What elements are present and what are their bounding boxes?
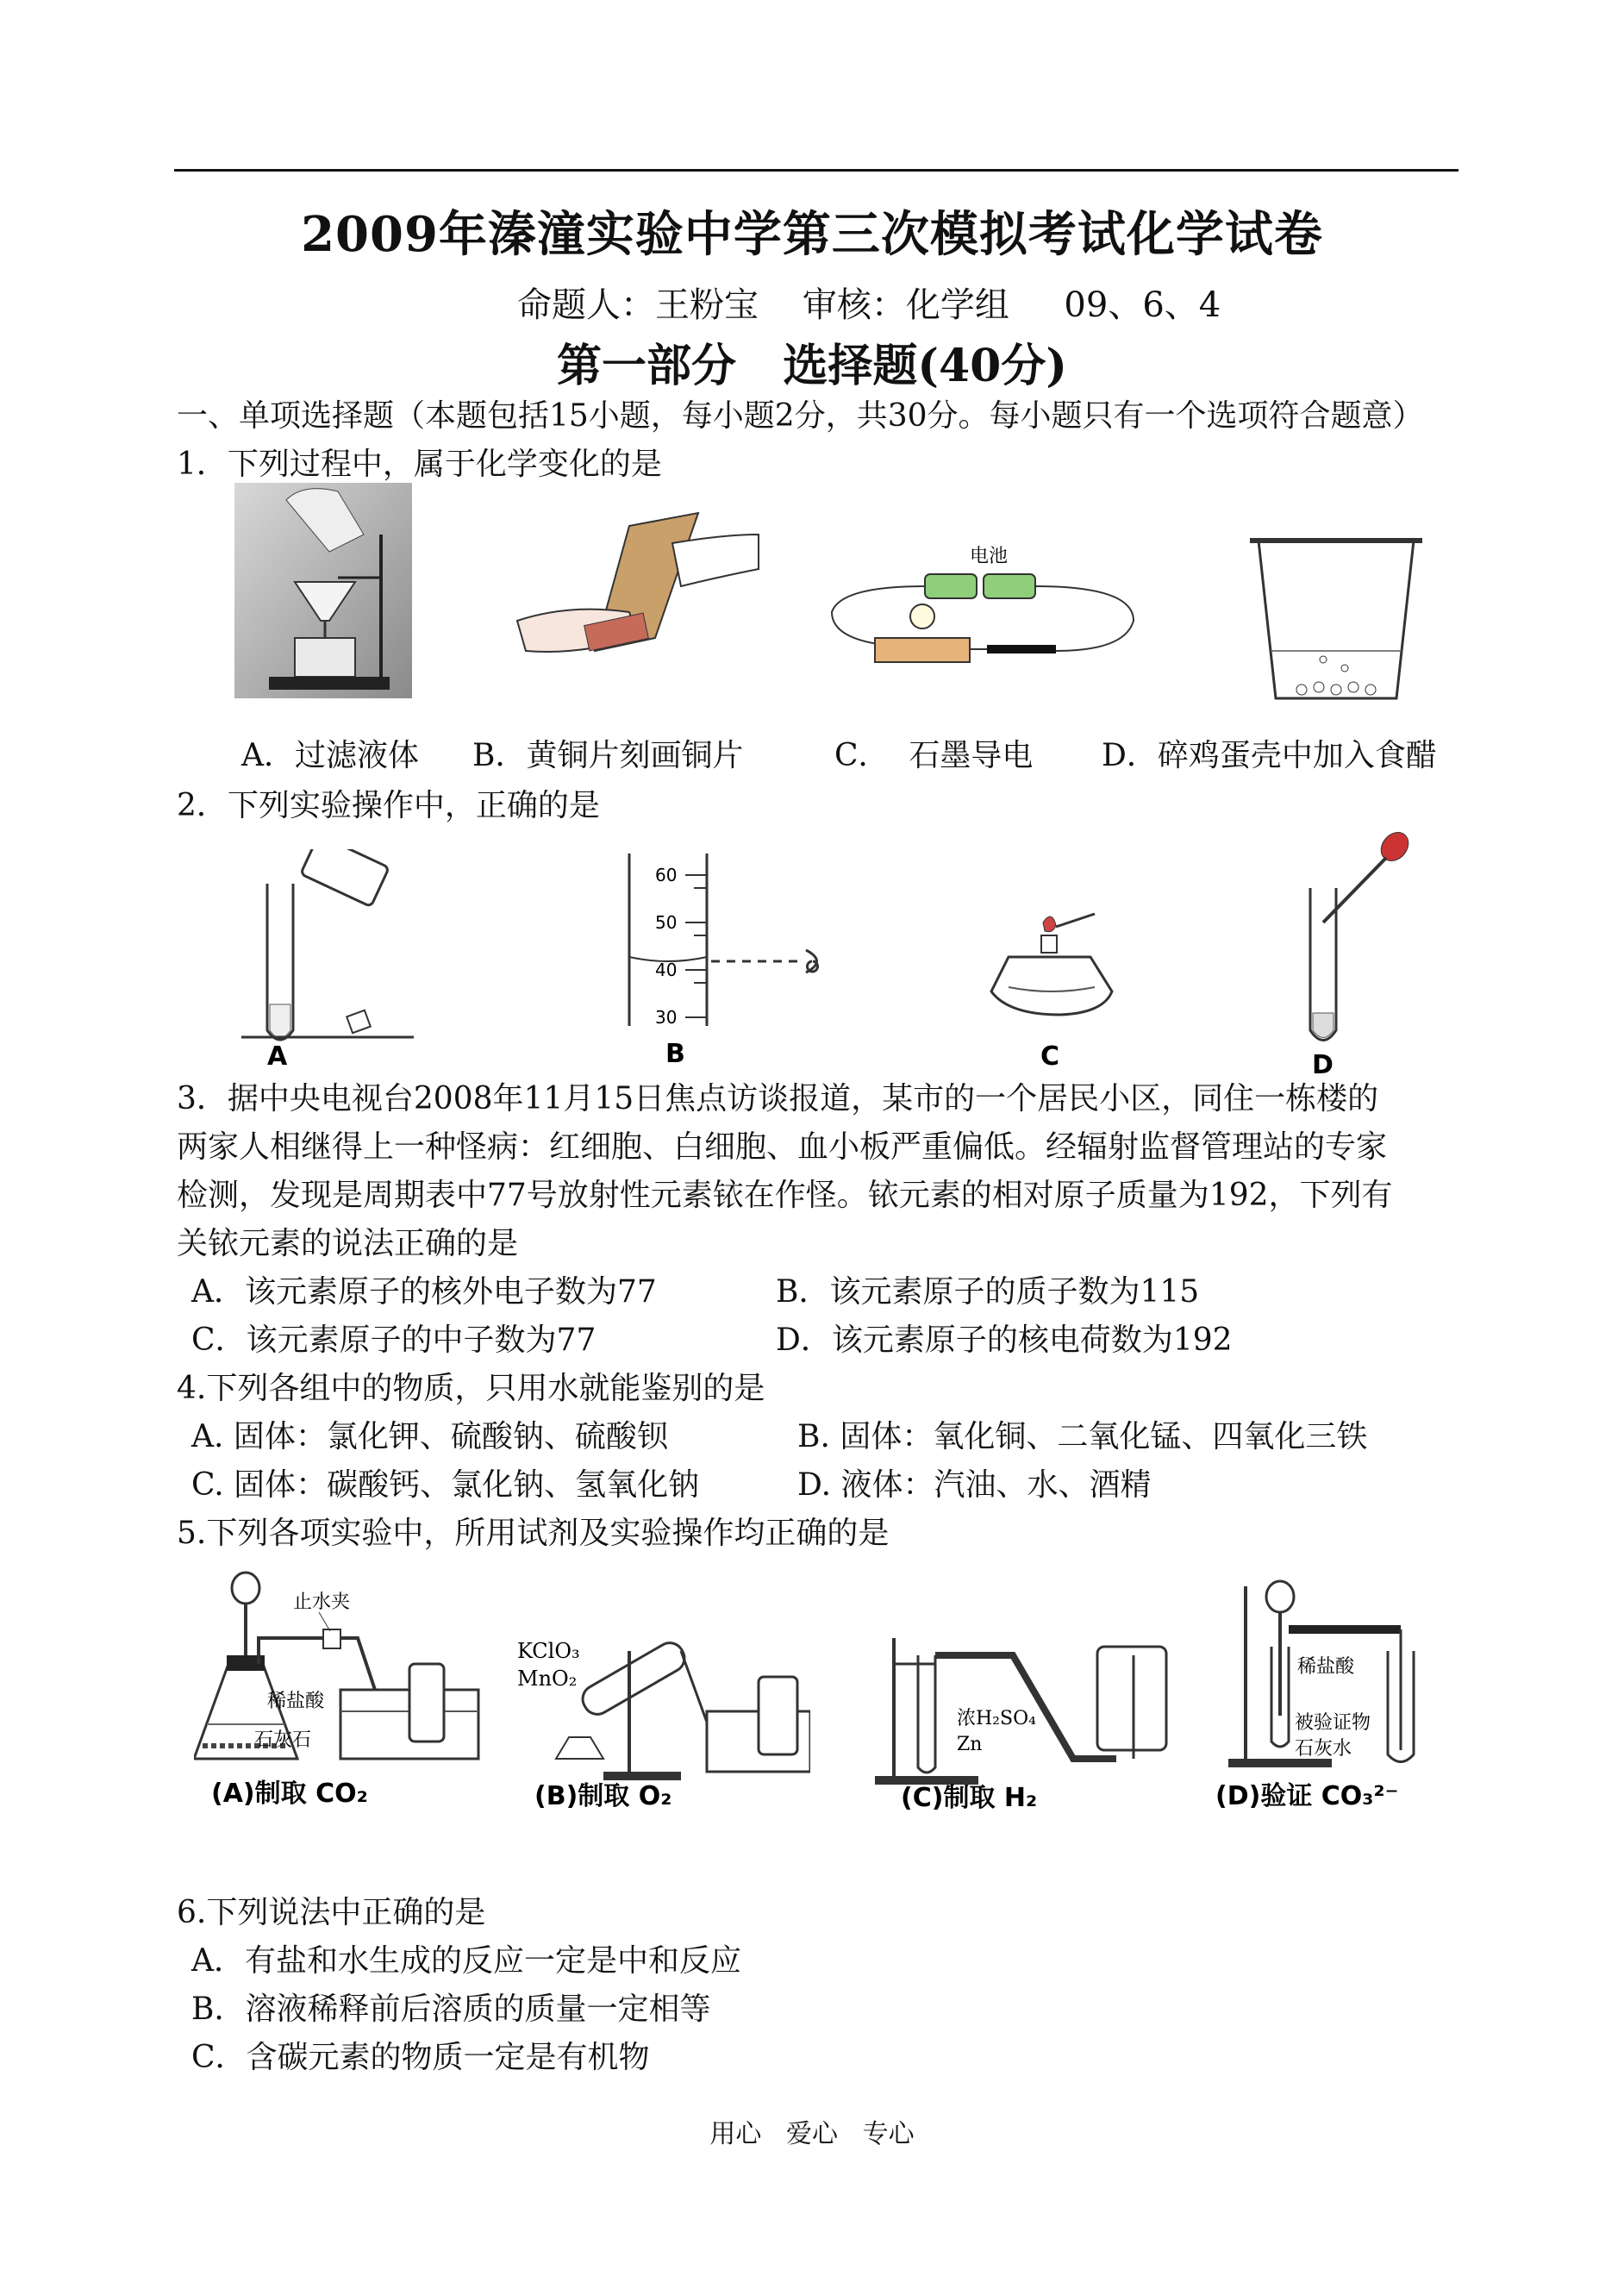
q2-figure-b-cylinder [621, 854, 845, 1069]
q3-option-c: C．该元素原子的中子数为77 [191, 1323, 597, 1358]
q1-option-a: A．过滤液体 [241, 738, 419, 773]
q1-stem: 1．下列过程中，属于化学变化的是 [177, 447, 662, 482]
q2-tick-50: 50 [655, 912, 678, 933]
label-limestone: 石灰石 [254, 1729, 312, 1751]
q2-label-a: A [267, 1041, 288, 1072]
label-sample: 被验证物 [1295, 1712, 1371, 1734]
q1-option-c: C． 石墨导电 [834, 738, 1034, 773]
q4-option-c: C. 固体：碳酸钙、氯化钠、氢氧化钠 [191, 1467, 700, 1503]
q2-label-d: D [1312, 1050, 1334, 1078]
q2-figure-c-alcohol-lamp [974, 910, 1129, 1073]
label-limewater: 石灰水 [1295, 1738, 1352, 1760]
q5-figure-b-o2 [517, 1634, 810, 1815]
q1-figure-brass-scratch [500, 509, 767, 672]
q5-figure-a-co2 [194, 1569, 487, 1810]
q2-tick-60: 60 [655, 865, 678, 885]
section-title: 第一部分 选择题(40分) [557, 340, 1067, 392]
q1-option-d: D．碎鸡蛋壳中加入食醋 [1102, 738, 1437, 773]
label-mno2: MnO₂ [517, 1667, 578, 1691]
exam-title: 2009年溱潼实验中学第三次模拟考试化学试卷 [301, 206, 1323, 263]
q3-option-d: D．该元素原子的核电荷数为192 [776, 1323, 1233, 1358]
q2-figure-a-pouring [241, 849, 414, 1073]
q4-option-b: B. 固体：氧化铜、二氧化锰、四氧化三铁 [797, 1419, 1368, 1454]
q2-stem: 2．下列实验操作中，正确的是 [177, 788, 600, 823]
battery-label: 电池 [970, 546, 1009, 567]
q4-stem: 4.下列各组中的物质，只用水就能鉴别的是 [177, 1371, 765, 1406]
q2-figure-d-dropper [1284, 828, 1422, 1078]
label-kclo3: KClO₃ [517, 1639, 580, 1663]
q3-option-a: A．该元素原子的核外电子数为77 [191, 1274, 657, 1310]
q1-figure-filtering [234, 483, 412, 698]
q5-caption-c: (C)制取 H₂ [901, 1783, 1038, 1813]
q6-option-c: C．含碳元素的物质一定是有机物 [191, 2040, 650, 2075]
q6-option-a: A．有盐和水生成的反应一定是中和反应 [191, 1943, 741, 1979]
q1-option-b: B．黄铜片刻画铜片 [472, 738, 744, 773]
q3-option-b: B．该元素原子的质子数为115 [776, 1274, 1200, 1310]
q6-option-b: B．溶液稀释前后溶质的质量一定相等 [191, 1992, 711, 2027]
q2-label-c: C [1040, 1041, 1060, 1072]
section-instruction: 一、单项选择题（本题包括15小题，每小题2分，共30分。每小题只有一个选项符合题意） [177, 398, 1424, 434]
q3-stem-line-4: 关铱元素的说法正确的是 [177, 1226, 519, 1261]
page-footer: 用心 爱心 专心 [709, 2119, 915, 2149]
label-clamp: 止水夹 [293, 1591, 351, 1613]
q3-stem-line-2: 两家人相继得上一种怪病：红细胞、白细胞、血小板严重偏低。经辐射监督管理站的专家 [177, 1129, 1388, 1165]
label-zn: Zn [957, 1734, 983, 1755]
q3-stem-line-3: 检测，发现是周期表中77号放射性元素铱在作怪。铱元素的相对原子质量为192，下列有 [177, 1178, 1393, 1213]
q2-label-b: B [665, 1039, 685, 1069]
header-rule [174, 169, 1458, 172]
label-acid-a: 稀盐酸 [267, 1691, 325, 1712]
q1-figure-graphite-circuit [823, 543, 1142, 672]
q5-stem: 5.下列各项实验中，所用试剂及实验操作均正确的是 [177, 1516, 890, 1551]
q2-tick-40: 40 [655, 960, 678, 980]
q4-option-d: D. 液体：汽油、水、酒精 [797, 1467, 1152, 1503]
author-line: 命题人：王粉宝 审核：化学组 09、6、4 [517, 285, 1221, 325]
label-h2so4: 浓H₂SO₄ [957, 1708, 1036, 1729]
q4-option-a: A. 固体：氯化钾、硫酸钠、硫酸钡 [191, 1419, 668, 1454]
q5-caption-a: (A)制取 CO₂ [211, 1779, 368, 1809]
q5-figure-c-h2 [875, 1629, 1177, 1815]
q5-caption-b: (B)制取 O₂ [534, 1781, 672, 1811]
q3-stem-line-1: 3．据中央电视台2008年11月15日焦点访谈报道，某市的一个居民小区，同住一栋楼的 [177, 1081, 1379, 1116]
label-acid-d: 稀盐酸 [1297, 1656, 1355, 1678]
q5-figure-d-carbonate [1215, 1578, 1457, 1815]
q2-tick-30: 30 [655, 1007, 678, 1028]
q5-caption-d: (D)验证 CO₃²⁻ [1215, 1781, 1399, 1811]
q1-figure-eggshell-vinegar [1250, 530, 1422, 703]
q6-stem: 6.下列说法中正确的是 [177, 1895, 486, 1930]
